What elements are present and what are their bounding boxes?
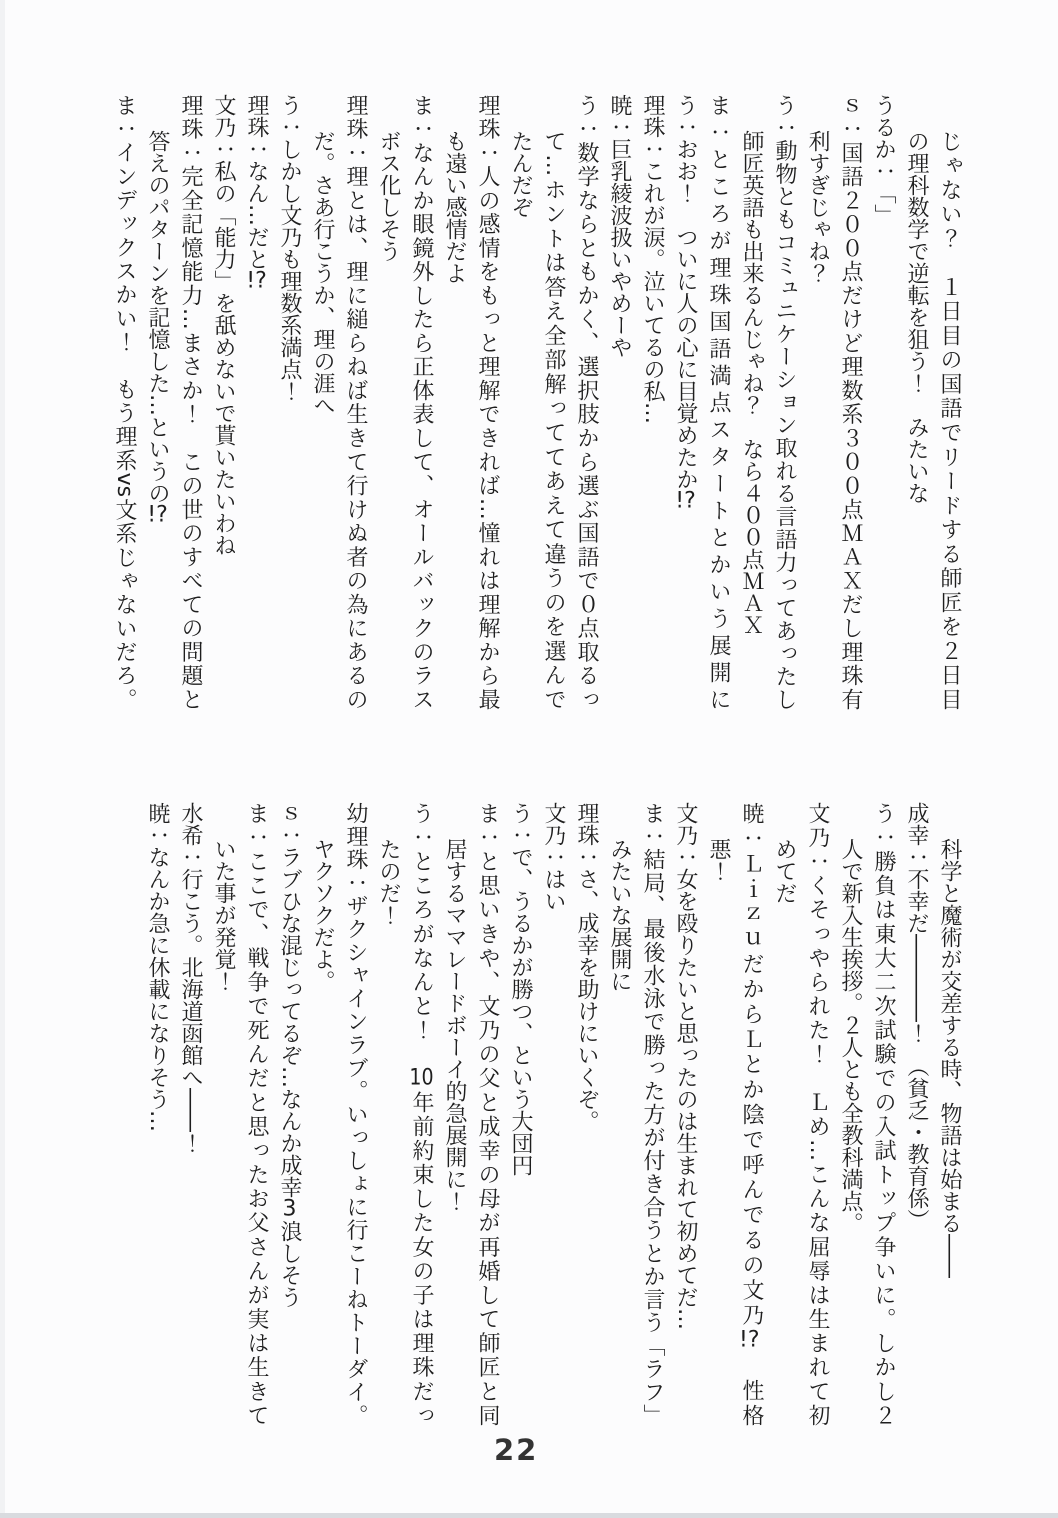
text-line: 暁：なんか急に休載になりそう… — [145, 802, 170, 1132]
text-line: も遠い感情だよ — [442, 130, 467, 284]
text-line: ま：なんか眼鏡外したら正体表して、オールバックのラス — [409, 94, 434, 710]
text-line: 科学と魔術が交差する時、物語は始まる―― — [937, 838, 962, 1278]
tate-chu-yoko: !? — [246, 270, 267, 292]
text-line: う：しかし文乃も理数系満点！ — [277, 94, 302, 402]
text-line: 理珠：完全記憶能力…まさか！ この世のすべての問題と — [178, 94, 203, 711]
text-line: の理科数学で逆転を狙う！ みたいな — [904, 130, 929, 504]
text-line: 幼理珠：ザクシャインラブ。いっしょに行こーねトーダイ。 — [343, 802, 368, 1426]
scan-edge-left — [0, 0, 5, 1518]
text-line: ｓ：国語２００点だけど理数系３００点ＭＡＸだし理珠有 — [838, 94, 863, 710]
tate-chu-yoko: !? — [739, 1328, 760, 1351]
text-line: みたいな展開に — [607, 838, 632, 992]
scan-edge-bottom — [0, 1513, 1058, 1518]
text-line: だ。さあ行こうか、理の涯へ — [310, 130, 335, 416]
text-line: たのだ！ — [376, 838, 401, 926]
text-line: て…ホントは答え全部解っててあえて違うのを選んで — [541, 130, 566, 710]
text-line: 理珠：さ、成幸を助けにいくぞ。 — [574, 802, 599, 1132]
text-line: 答えのパターンを記憶した…というの!? — [145, 130, 170, 526]
text-line: 悪！ — [706, 838, 731, 882]
tate-chu-yoko: 10 — [409, 1066, 434, 1089]
text-line: う：数学ならともかく、選択肢から選ぶ国語で０点取るっ — [574, 94, 599, 710]
text-line: う：勝負は東大二次試験での入試トップ争いに。しかし２ — [871, 802, 896, 1426]
text-line: う：ところがなんと！ 10年前約束した女の子は理珠だっ — [409, 802, 434, 1427]
text-line: 暁：巨乳綾波扱いやめーや — [607, 94, 632, 358]
text-line: ボス化しそう — [376, 130, 401, 262]
text-line: う：で、うるかが勝つ、という大団円 — [508, 802, 533, 1176]
text-line: ま：ここで、戦争で死んだと思ったお父さんが実は生きて — [244, 802, 269, 1426]
text-line: う：おお！ ついに人の心に目覚めたか!? — [673, 94, 698, 512]
text-line: 居するママレードボーイ的急展開に！ — [442, 838, 467, 1212]
text-line: 文乃：私の「能力」を舐めないで貰いたいわね — [211, 94, 236, 556]
text-line: 理珠：なん…だと!? — [244, 94, 269, 292]
text-line: ま：結局、最後水泳で勝った方が付き合うとか言う「ラフ」 — [640, 802, 665, 1426]
text-line: 文乃：くそっやられた！ Ｌめ…こんな屈辱は生まれて初 — [805, 802, 830, 1426]
text-line: 文乃：はい — [541, 802, 566, 912]
text-line: 人で新入生挨拶。２人とも全教科満点。 — [838, 838, 863, 1234]
page-number: 22 — [494, 1433, 539, 1467]
text-line: 暁：ＬｉｚｕだからＬとか陰で呼んでるの文乃!? 性格 — [739, 802, 764, 1426]
text-line: じゃない？ １日目の国語でリードする師匠を２日目 — [937, 130, 962, 710]
tate-chu-yoko: !? — [675, 490, 696, 512]
text-line: ま：ところが理珠国語満点スタートとかいう展開に — [706, 94, 731, 710]
text-line: ｓ：ラブひな混じってるぞ…なんか成幸3浪しそう — [277, 802, 302, 1308]
text-line: 理珠：人の感情をもっと理解できれば…憧れは理解から最 — [475, 94, 500, 710]
text-block-top — [108, 94, 966, 710]
text-line: ヤクソクだよ。 — [310, 838, 335, 992]
text-line: 利すぎじゃね？ — [805, 130, 830, 284]
text-line: 成幸：不幸だ――――！ （貧乏・教育係） — [904, 802, 929, 1231]
text-line: ま：インデックスかい！ もう理系vs文系じゃないだろ。 — [112, 94, 137, 710]
text-line: ま：と思いきや、文乃の父と成幸の母が再婚して師匠と同 — [475, 802, 500, 1426]
text-line: 水希：行こう。北海道函館へ――！ — [178, 802, 203, 1154]
text-line: 理珠：理とは、理に縋らねば生きて行けぬ者の為にあるの — [343, 94, 368, 710]
text-block-bottom — [141, 802, 966, 1426]
tate-chu-yoko: !? — [147, 504, 168, 526]
text-line: う：動物ともコミュニケーション取れる言語力ってあったし — [772, 94, 797, 710]
text-line: 理珠：これが涙。泣いてるの私… — [640, 94, 665, 424]
text-line: めてだ — [772, 838, 797, 904]
text-line: 師匠英語も出来るんじゃね？ なら４００点ＭＡＸ — [739, 130, 764, 636]
text-line: たんだぞ — [508, 130, 533, 218]
text-line: いた事が発覚！ — [211, 838, 236, 992]
text-line: うるか：「」 — [871, 94, 896, 226]
tate-chu-yoko: 3 — [282, 1198, 297, 1220]
text-line: 文乃：女を殴りたいと思ったのは生まれて初めてだ… — [673, 802, 698, 1330]
